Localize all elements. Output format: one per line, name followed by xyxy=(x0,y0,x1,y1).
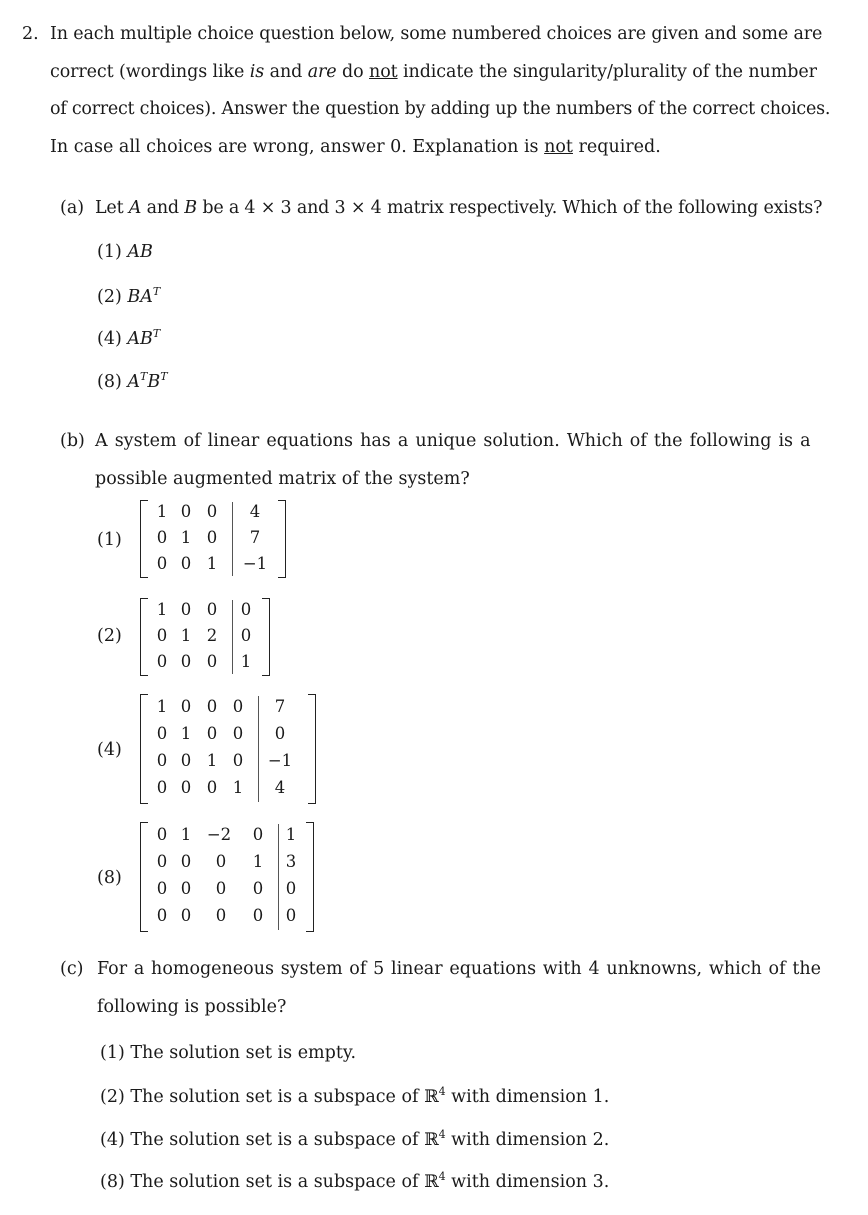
matrix-1-left-bracket xyxy=(140,500,148,578)
matrix-cell: 0 xyxy=(180,852,192,871)
matrix-cell: 0 xyxy=(206,697,218,716)
part-a-choice-8: (8) $A^TB^T$ xyxy=(97,370,168,392)
matrix-cell: 0 xyxy=(156,778,168,797)
matrix-cell: 2 xyxy=(206,626,218,645)
part-c-label: (c) xyxy=(60,959,84,979)
matrix-cell: 1 xyxy=(180,528,192,547)
matrix-cell: 0 xyxy=(156,626,168,645)
part-a-question: Let A and B be a 4 × 3 and 3 × 4 matrix respectively. Which of the following exists? xyxy=(95,198,823,218)
matrix-cell: 1 xyxy=(232,778,244,797)
matrix-cell: 0 xyxy=(156,652,168,671)
matrix-cell: 0 xyxy=(215,906,227,925)
matrix-cell: 0 xyxy=(180,652,192,671)
part-c-question-line-1: For a homogeneous system of 5 linear equations with 4 unknowns, which of the xyxy=(97,959,821,979)
intro-line-4: In case all choices are wrong, answer 0. Explanation is not required. xyxy=(50,137,661,157)
matrix-1-augment-line xyxy=(232,502,233,576)
matrix-2-label: (2) xyxy=(97,626,122,646)
intro-line-1: In each multiple choice question below, some numbered choices are given and some are xyxy=(50,24,823,44)
matrix-cell: 0 xyxy=(206,502,218,521)
matrix-cell: 1 xyxy=(206,751,218,770)
part-c-question-line-2: following is possible? xyxy=(97,997,287,1017)
part-a-choice-2: (2) $BA^T$ xyxy=(97,285,161,307)
matrix-cell: 4 xyxy=(249,502,261,521)
part-c-choice-2: (2) The solution set is a subspace of ℝ$^4$ with dimension 1. xyxy=(100,1085,610,1107)
matrix-cell: 0 xyxy=(156,852,168,871)
intro-line-2: correct (wordings like is and are do not indicate the singularity/plurality of the number xyxy=(50,62,817,82)
matrix-cell: −2 xyxy=(206,825,232,844)
matrix-cell: 1 xyxy=(156,502,168,521)
matrix-cell: 0 xyxy=(180,778,192,797)
intro-line-3: of correct choices). Answer the question by adding up the numbers of the correct choices. xyxy=(50,99,831,119)
matrix-1-right-bracket xyxy=(278,500,286,578)
matrix-1-label: (1) xyxy=(97,530,122,550)
matrix-cell: 0 xyxy=(240,626,252,645)
matrix-cell: 0 xyxy=(252,879,264,898)
matrix-cell: 0 xyxy=(274,724,286,743)
matrix-1 xyxy=(140,500,286,578)
matrix-cell: 0 xyxy=(180,879,192,898)
matrix-cell: 0 xyxy=(252,825,264,844)
matrix-2-augment-line xyxy=(232,600,233,674)
question-number: 2. xyxy=(22,24,39,44)
matrix-cell: 0 xyxy=(206,778,218,797)
matrix-cell: 0 xyxy=(180,502,192,521)
matrix-cell: 0 xyxy=(285,879,297,898)
matrix-8-augment-line xyxy=(278,824,279,930)
matrix-cell: 1 xyxy=(240,652,252,671)
matrix-cell: 0 xyxy=(215,852,227,871)
matrix-cell: 0 xyxy=(156,879,168,898)
part-c-choice-4: (4) The solution set is a subspace of ℝ$^4$ with dimension 2. xyxy=(100,1128,610,1150)
matrix-cell: 0 xyxy=(240,600,252,619)
matrix-cell: 0 xyxy=(156,724,168,743)
matrix-cell: 0 xyxy=(206,600,218,619)
matrix-cell: 1 xyxy=(180,825,192,844)
matrix-cell: 0 xyxy=(156,751,168,770)
matrix-cell: 0 xyxy=(206,652,218,671)
part-b-label: (b) xyxy=(60,431,85,451)
matrix-cell: 0 xyxy=(285,906,297,925)
matrix-cell: 0 xyxy=(156,528,168,547)
matrix-cell: 0 xyxy=(180,751,192,770)
part-b-question-line-1: A system of linear equations has a unique solution. Which of the following is a xyxy=(95,431,811,451)
matrix-cell: 1 xyxy=(156,600,168,619)
matrix-cell: 0 xyxy=(180,906,192,925)
matrix-cell: 1 xyxy=(252,852,264,871)
matrix-cell: 1 xyxy=(180,626,192,645)
matrix-4-left-bracket xyxy=(140,694,148,804)
matrix-cell: 0 xyxy=(206,528,218,547)
matrix-cell: −1 xyxy=(267,751,293,770)
matrix-4-augment-line xyxy=(258,696,259,802)
matrix-cell: 0 xyxy=(156,906,168,925)
part-c-choice-8: (8) The solution set is a subspace of ℝ$^4$ with dimension 3. xyxy=(100,1170,610,1192)
matrix-2-left-bracket xyxy=(140,598,148,676)
matrix-cell: −1 xyxy=(242,554,268,573)
matrix-2-right-bracket xyxy=(262,598,270,676)
part-a-label: (a) xyxy=(60,198,85,218)
matrix-8-label: (8) xyxy=(97,868,122,888)
matrix-cell: 3 xyxy=(285,852,297,871)
matrix-cell: 0 xyxy=(252,906,264,925)
matrix-8 xyxy=(140,822,314,932)
matrix-4 xyxy=(140,694,316,804)
matrix-8-right-bracket xyxy=(306,822,314,932)
part-a-choice-1: (1) AB xyxy=(97,242,153,262)
matrix-cell: 0 xyxy=(180,697,192,716)
matrix-cell: 1 xyxy=(206,554,218,573)
part-a-choice-4: (4) $AB^T$ xyxy=(97,327,161,349)
matrix-cell: 0 xyxy=(156,554,168,573)
matrix-cell: 0 xyxy=(180,554,192,573)
matrix-cell: 7 xyxy=(249,528,261,547)
matrix-cell: 1 xyxy=(156,697,168,716)
matrix-cell: 0 xyxy=(232,751,244,770)
matrix-cell: 0 xyxy=(180,600,192,619)
matrix-cell: 1 xyxy=(180,724,192,743)
matrix-2 xyxy=(140,598,270,676)
matrix-cell: 0 xyxy=(215,879,227,898)
matrix-cell: 0 xyxy=(232,697,244,716)
part-c-choice-1: (1) The solution set is empty. xyxy=(100,1043,357,1063)
matrix-4-label: (4) xyxy=(97,740,122,760)
part-b-question-line-2: possible augmented matrix of the system? xyxy=(95,469,470,489)
matrix-cell: 0 xyxy=(206,724,218,743)
matrix-cell: 0 xyxy=(156,825,168,844)
matrix-cell: 1 xyxy=(285,825,297,844)
matrix-8-left-bracket xyxy=(140,822,148,932)
matrix-4-right-bracket xyxy=(308,694,316,804)
matrix-cell: 7 xyxy=(274,697,286,716)
matrix-cell: 4 xyxy=(274,778,286,797)
matrix-cell: 0 xyxy=(232,724,244,743)
